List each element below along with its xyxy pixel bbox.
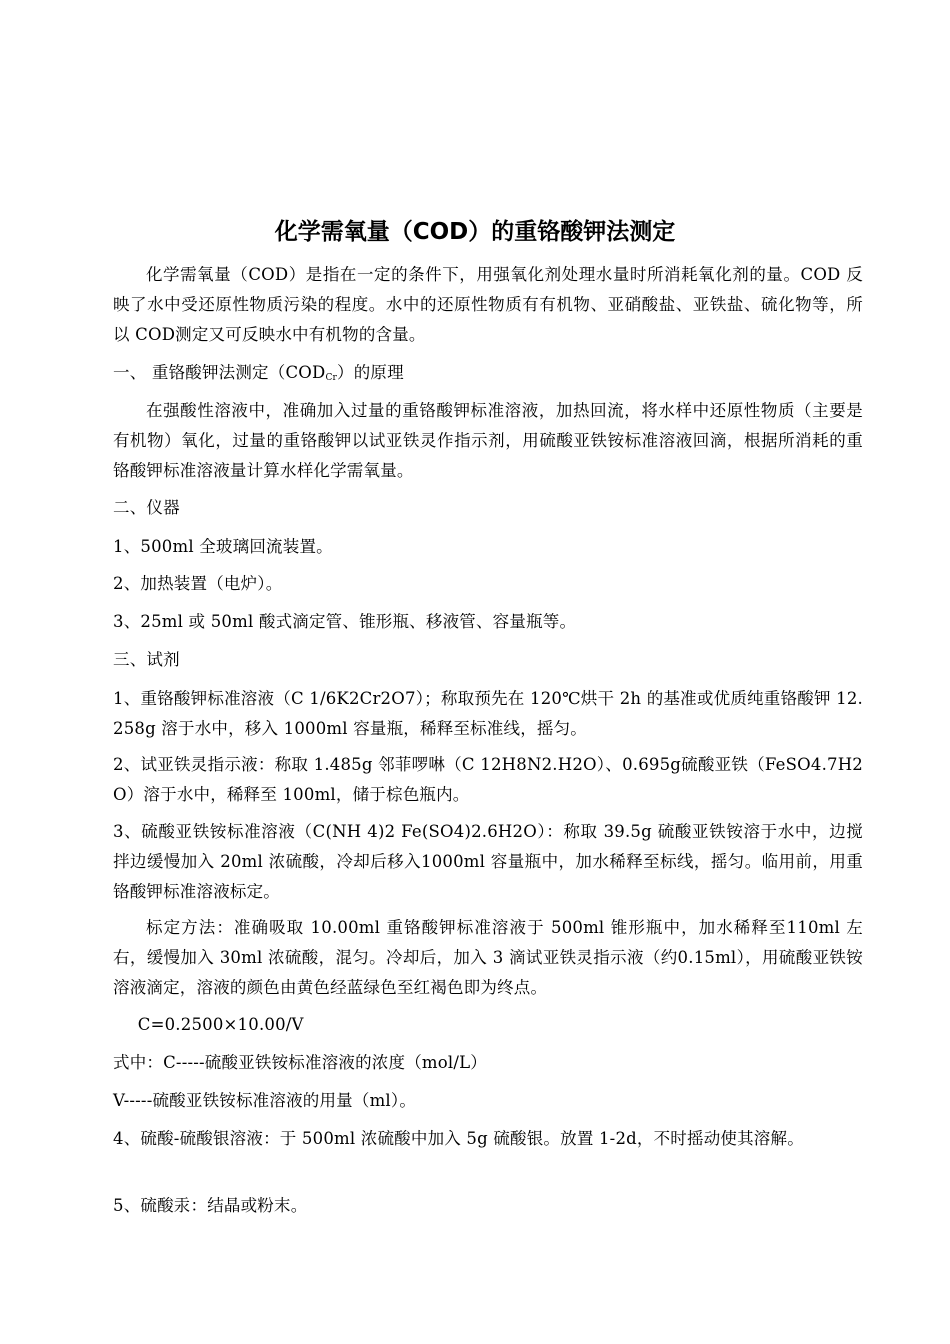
reagent-item-3: 3、硫酸亚铁铵标准溶液（C(NH 4)2 Fe(SO4)2.6H2O）：称取 39.5g 硫酸亚铁铵溶于水中，边搅拌边缓慢加入 20ml 浓硫酸，冷却后移入1000ml 容量瓶中，加水稀释至标线，摇匀。临用前，用重铬酸钾标准溶液标定。 [113,822,863,901]
list-item: 3、25ml 或 50ml 酸式滴定管、锥形瓶、移液管、容量瓶等。 [113,612,577,631]
calibration-method: 标定方法：准确吸取 10.00ml 重铬酸钾标准溶液于 500ml 锥形瓶中，加水稀释至110ml 左右，缓慢加入 30ml 浓硫酸，混匀。冷却后，加入 3 滴试亚铁灵指示液（约0.15ml），用硫酸亚铁铵溶液滴定，溶液的颜色由黄色经蓝绿色至红褐色即为终点。 [113,918,863,997]
section1-heading-suffix: ）的原理 [337,363,404,382]
section1-heading [113,358,863,393]
formula-where-c: 式中：C-----硫酸亚铁铵标准溶液的浓度（mol/L） [113,1053,487,1072]
reagent-item-1: 1、重铬酸钾标准溶液（C 1/6K2Cr2O7）；称取预先在 120℃烘干 2h 的基准或优质纯重铬酸钾 12.258g 溶于水中，移入 1000ml 容量瓶，稀释至标准线，摇匀。 [113,689,863,738]
reagent-item-5: 5、硫酸汞：结晶或粉末。 [113,1196,308,1215]
section2-heading: 二、仪器 [113,498,180,517]
reagent-item-2: 2、试亚铁灵指示液：称取 1.485g 邻菲啰啉（C 12H8N2.H2O）、0.695g硫酸亚铁（FeSO4.7H2O）溶于水中，稀释至 100ml，储于棕色瓶内。 [113,755,863,804]
formula-where-v: V-----硫酸亚铁铵标准溶液的用量（ml）。 [113,1091,417,1110]
section1-body: 在强酸性溶液中，准确加入过量的重铬酸钾标准溶液，加热回流，将水样中还原性物质（主要是有机物）氧化，过量的重铬酸钾以试亚铁灵作指示剂，用硫酸亚铁铵标准溶液回滴，根据所消耗的重铬酸钾标准溶液量计算水样化学需氧量。 [113,401,863,480]
list-item: 1、500ml 全玻璃回流装置。 [113,537,333,556]
section1-heading-subscript: Cr [325,373,338,383]
section3-heading: 三、试剂 [113,650,180,669]
intro-paragraph: 化学需氧量（COD）是指在一定的条件下，用强氧化剂处理水量时所消耗氧化剂的量。COD 反映了水中受还原性物质污染的程度。水中的还原性物质有有机物、亚硝酸盐、亚铁盐、硫化物等，所以 COD测定又可反映水中有机物的含量。 [113,265,863,344]
formula: C=0.2500×10.00/V [137,1015,304,1034]
page-title: 化学需氧量（COD）的重铬酸钾法测定 [274,219,676,245]
section1-heading-prefix: 一、 重铬酸钾法测定（COD [113,363,326,382]
list-item: 2、加热装置（电炉）。 [113,574,283,593]
reagent-item-4: 4、硫酸-硫酸银溶液：于 500ml 浓硫酸中加入 5g 硫酸银。放置 1-2d，不时摇动使其溶解。 [113,1129,804,1148]
